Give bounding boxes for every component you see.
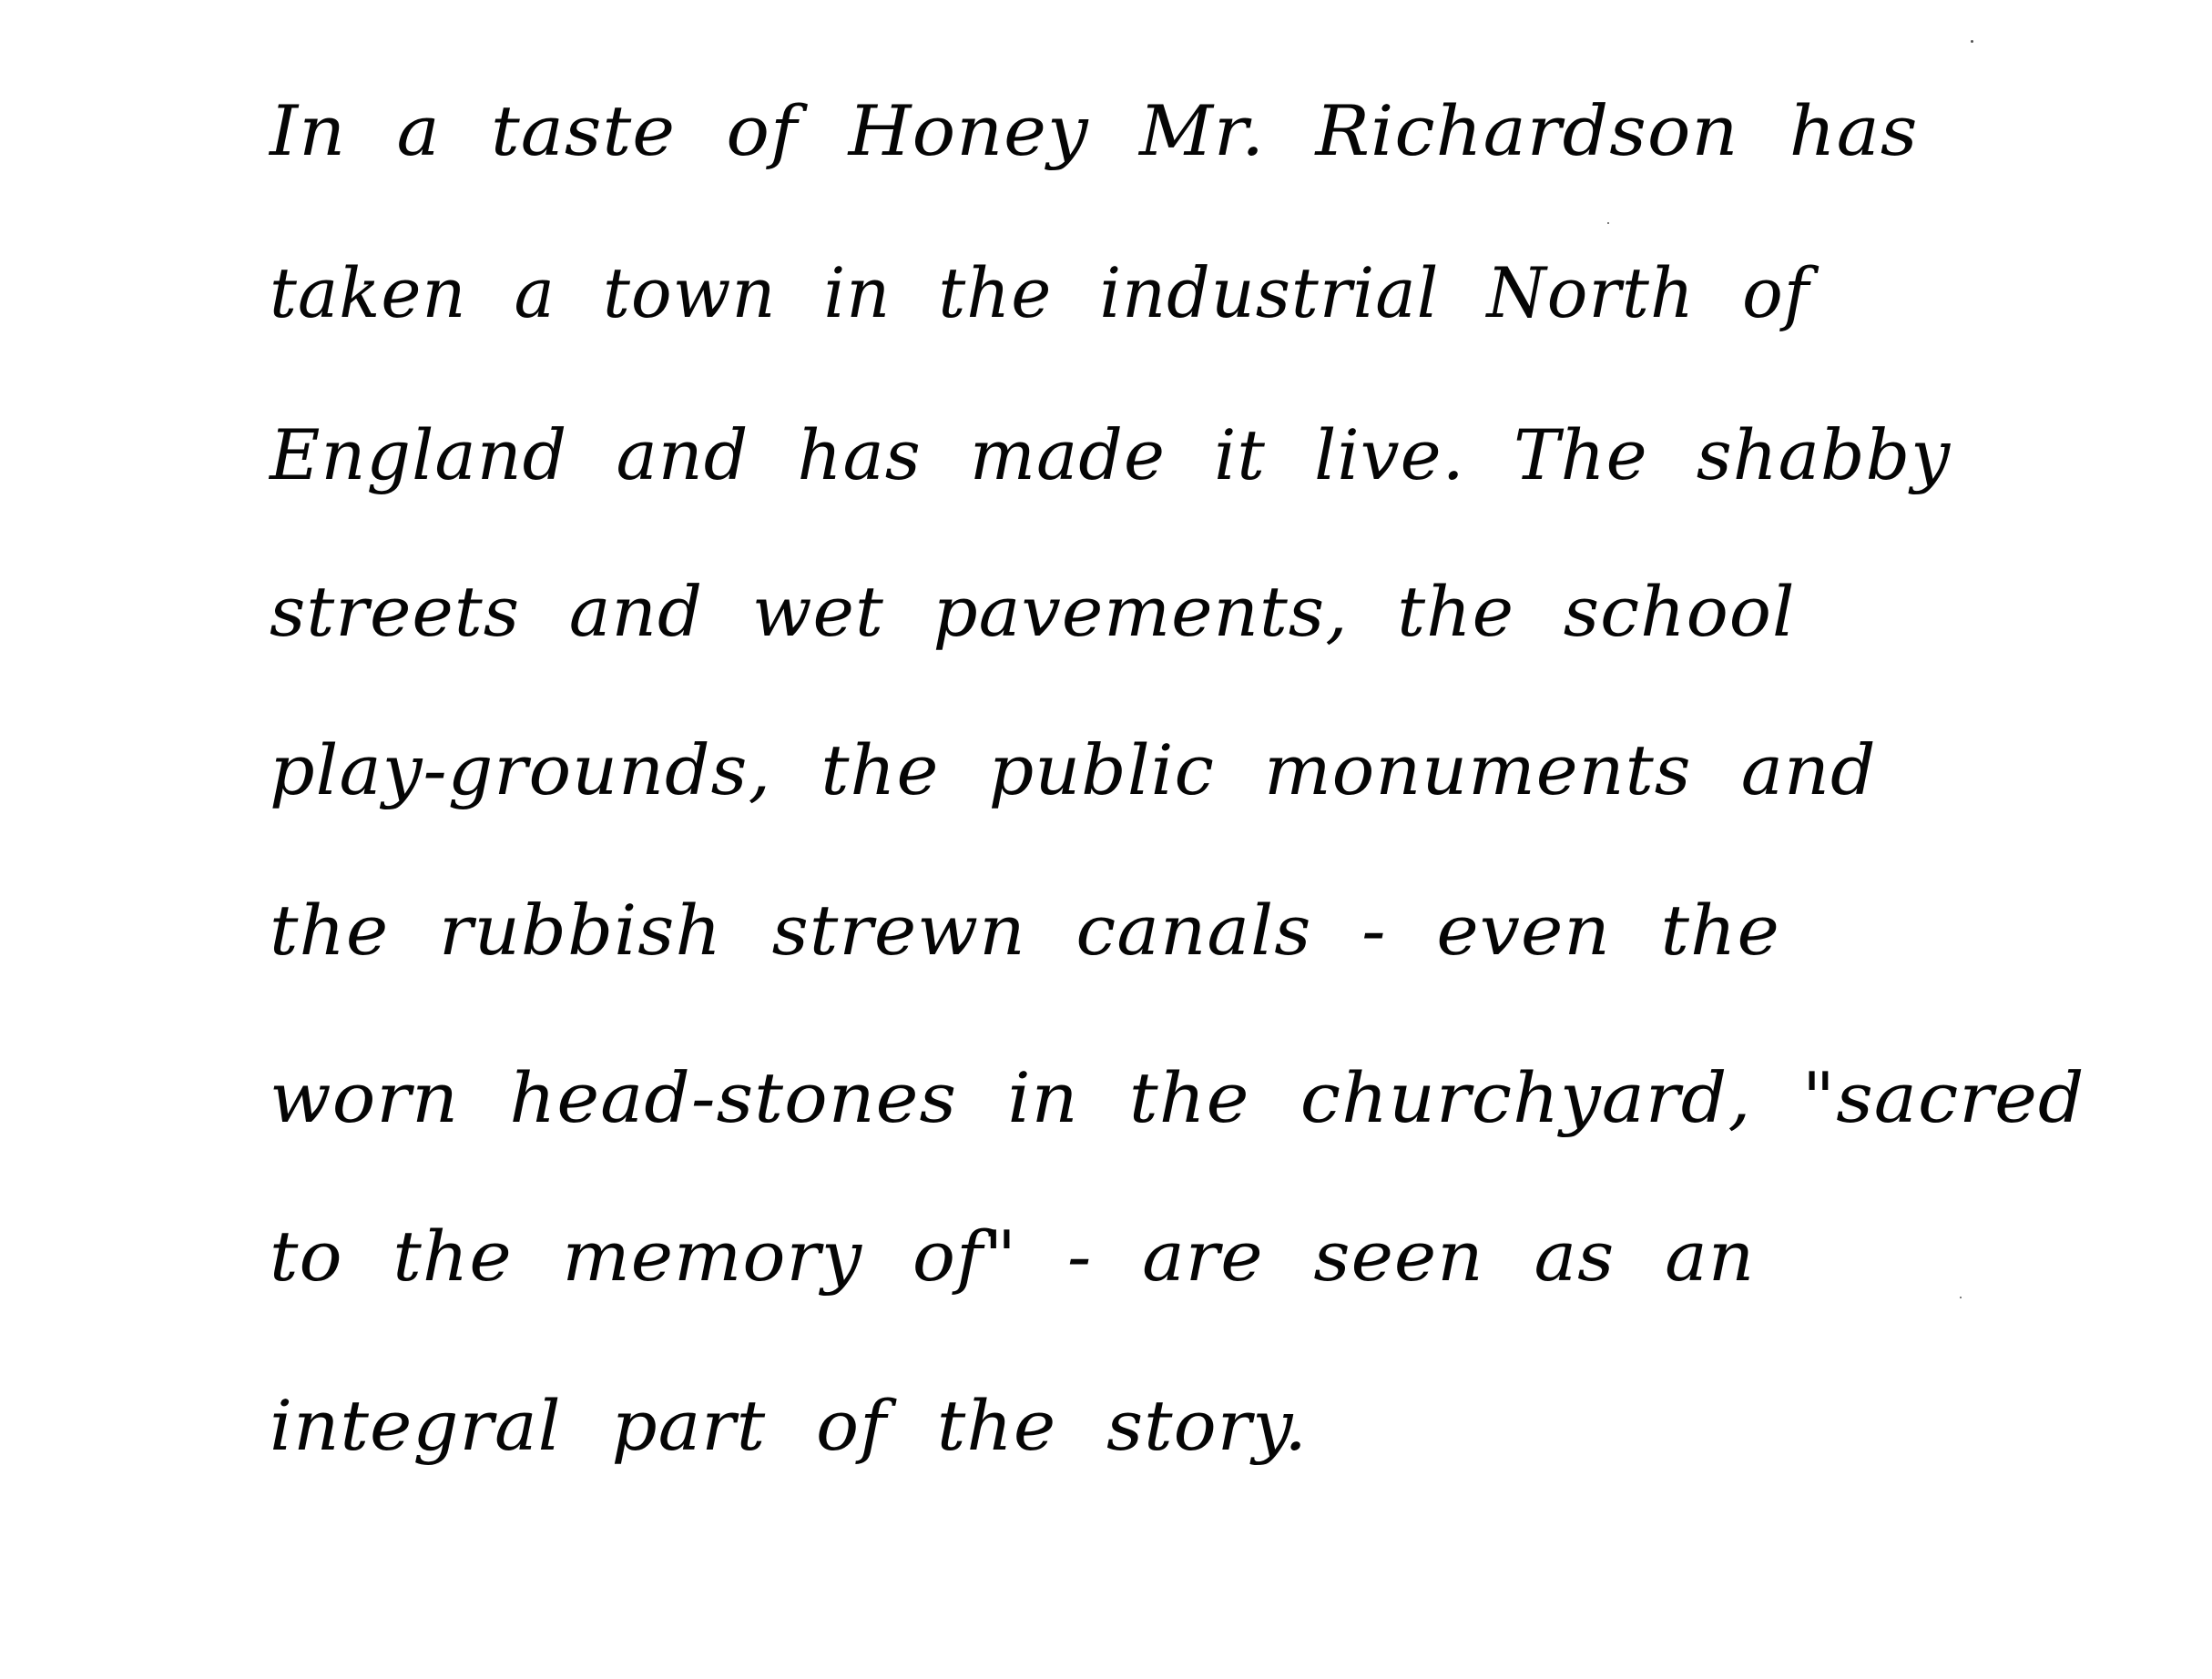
paper-speck	[1607, 222, 1609, 224]
handwritten-line: taken a town in the industrial North of	[270, 252, 1810, 333]
handwritten-line: integral part of the story.	[270, 1385, 1309, 1466]
handwritten-line: to the memory of" - are seen as an	[270, 1216, 1756, 1297]
paper-speck	[1960, 1297, 1962, 1298]
handwritten-line: play-grounds, the public monuments and	[270, 729, 1877, 810]
handwritten-line: the rubbish strewn canals - even the	[270, 890, 1780, 971]
handwritten-line: In a taste of Honey Mr. Richardson has	[270, 90, 1919, 171]
handwritten-line: worn head-stones in the churchyard, "sacred	[270, 1057, 2085, 1138]
handwritten-line: streets and wet pavements, the school	[270, 571, 1796, 652]
handwritten-line: England and has made it live. The shabby	[270, 414, 1952, 495]
paper-speck	[1971, 40, 1973, 43]
